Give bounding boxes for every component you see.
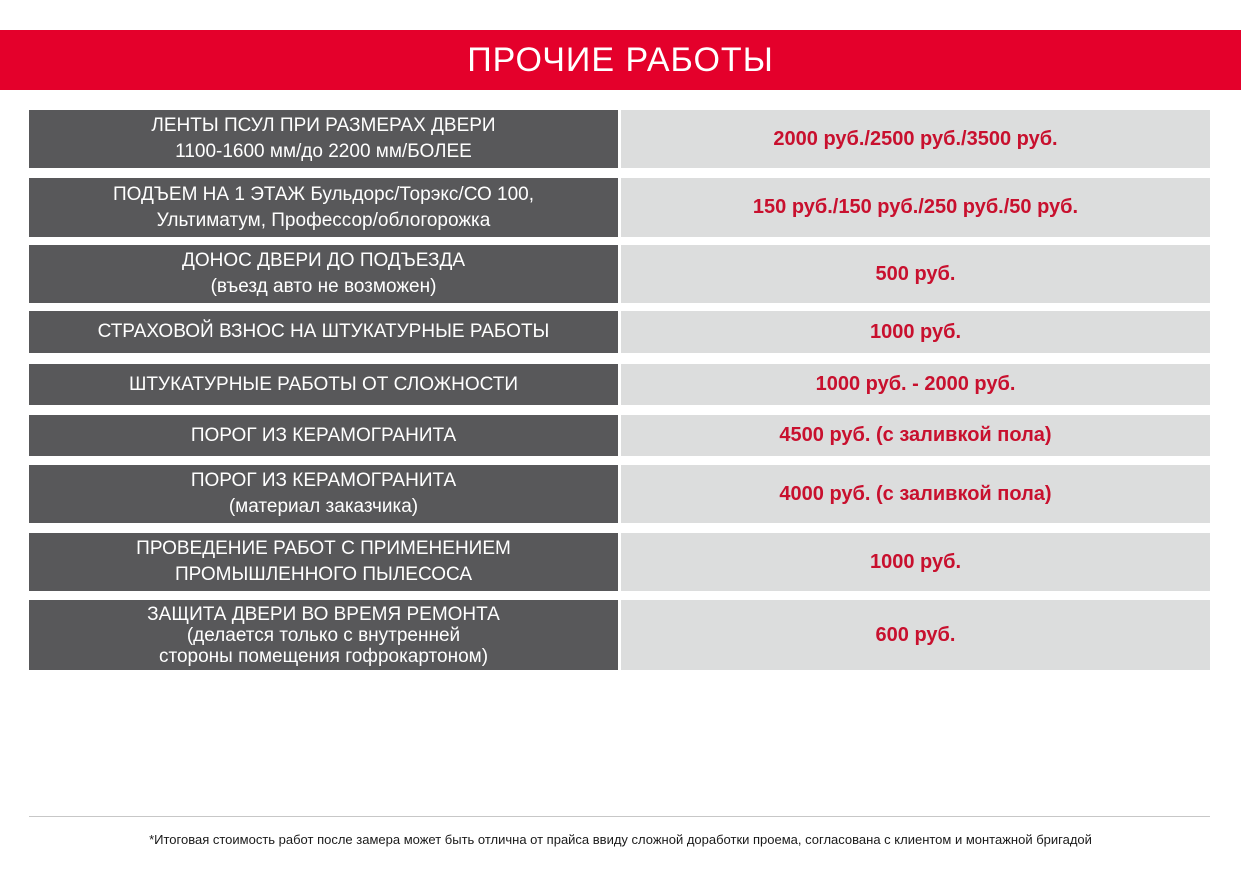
service-price: 500 руб. xyxy=(621,245,1210,303)
service-label-line: ПРОВЕДЕНИЕ РАБОТ С ПРИМЕНЕНИЕМ xyxy=(136,538,511,559)
service-price: 2000 руб./2500 руб./3500 руб. xyxy=(621,110,1210,168)
service-label xyxy=(29,311,618,353)
service-label xyxy=(29,178,618,237)
service-price: 1000 руб. xyxy=(621,311,1210,353)
table-row xyxy=(29,415,1210,456)
service-label-line: 1100-1600 мм/до 2200 мм/БОЛЕЕ xyxy=(175,141,472,162)
service-price: 1000 руб. - 2000 руб. xyxy=(621,364,1210,405)
service-label xyxy=(29,415,618,456)
service-label-line: ПОРОГ ИЗ КЕРАМОГРАНИТА xyxy=(190,424,457,446)
table-row xyxy=(29,465,1210,523)
service-price: 4500 руб. (с заливкой пола) xyxy=(621,415,1210,456)
service-label-line: Ультиматум, Профессор/облогорожка xyxy=(156,209,491,231)
table-row xyxy=(29,533,1210,591)
service-label-line: ПОРОГ ИЗ КЕРАМОГРАНИТА xyxy=(190,470,457,491)
service-label-line: ДОНОС ДВЕРИ ДО ПОДЪЕЗДА xyxy=(181,250,466,271)
service-label-line: ШТУКАТУРНЫЕ РАБОТЫ ОТ СЛОЖНОСТИ xyxy=(129,373,518,395)
header-banner xyxy=(0,30,1241,90)
service-price: 600 руб. xyxy=(621,600,1210,670)
service-label xyxy=(29,533,618,591)
service-label xyxy=(29,364,618,405)
page-title: ПРОЧИЕ РАБОТЫ xyxy=(467,40,774,79)
service-label-line: (материал заказчика) xyxy=(228,496,419,517)
service-price: 4000 руб. (с заливкой пола) xyxy=(621,465,1210,523)
service-label-line: ПРОМЫШЛЕННОГО ПЫЛЕСОСА xyxy=(174,564,473,585)
service-label-line: (въезд авто не возможен) xyxy=(210,276,437,297)
service-label-line: (делается только с внутренней xyxy=(186,624,461,646)
table-row xyxy=(29,364,1210,405)
service-price: 150 руб./150 руб./250 руб./50 руб. xyxy=(621,178,1210,237)
service-label-line: стороны помещения гофрокартоном) xyxy=(158,645,489,667)
service-label xyxy=(29,600,618,670)
table-row xyxy=(29,600,1210,670)
service-label-line: ЗАЩИТА ДВЕРИ ВО ВРЕМЯ РЕМОНТА xyxy=(147,603,500,625)
service-label-line: ЛЕНТЫ ПСУЛ ПРИ РАЗМЕРАХ ДВЕРИ xyxy=(151,115,496,136)
table-row xyxy=(29,178,1210,237)
service-price: 1000 руб. xyxy=(621,533,1210,591)
footnote: *Итоговая стоимость работ после замера может быть отлична от прайса ввиду сложной доработки проема, согласована с клиентом и монтажной бригадой xyxy=(149,832,1092,847)
service-label xyxy=(29,110,618,168)
footer-divider xyxy=(29,816,1210,817)
table-row xyxy=(29,311,1210,353)
table-row xyxy=(29,110,1210,168)
service-label xyxy=(29,465,618,523)
service-label-line: СТРАХОВОЙ ВЗНОС НА ШТУКАТУРНЫЕ РАБОТЫ xyxy=(97,321,550,342)
service-label xyxy=(29,245,618,303)
table-row xyxy=(29,245,1210,303)
service-label-line: ПОДЪЕМ НА 1 ЭТАЖ Бульдорс/Торэкс/СО 100, xyxy=(112,183,535,205)
